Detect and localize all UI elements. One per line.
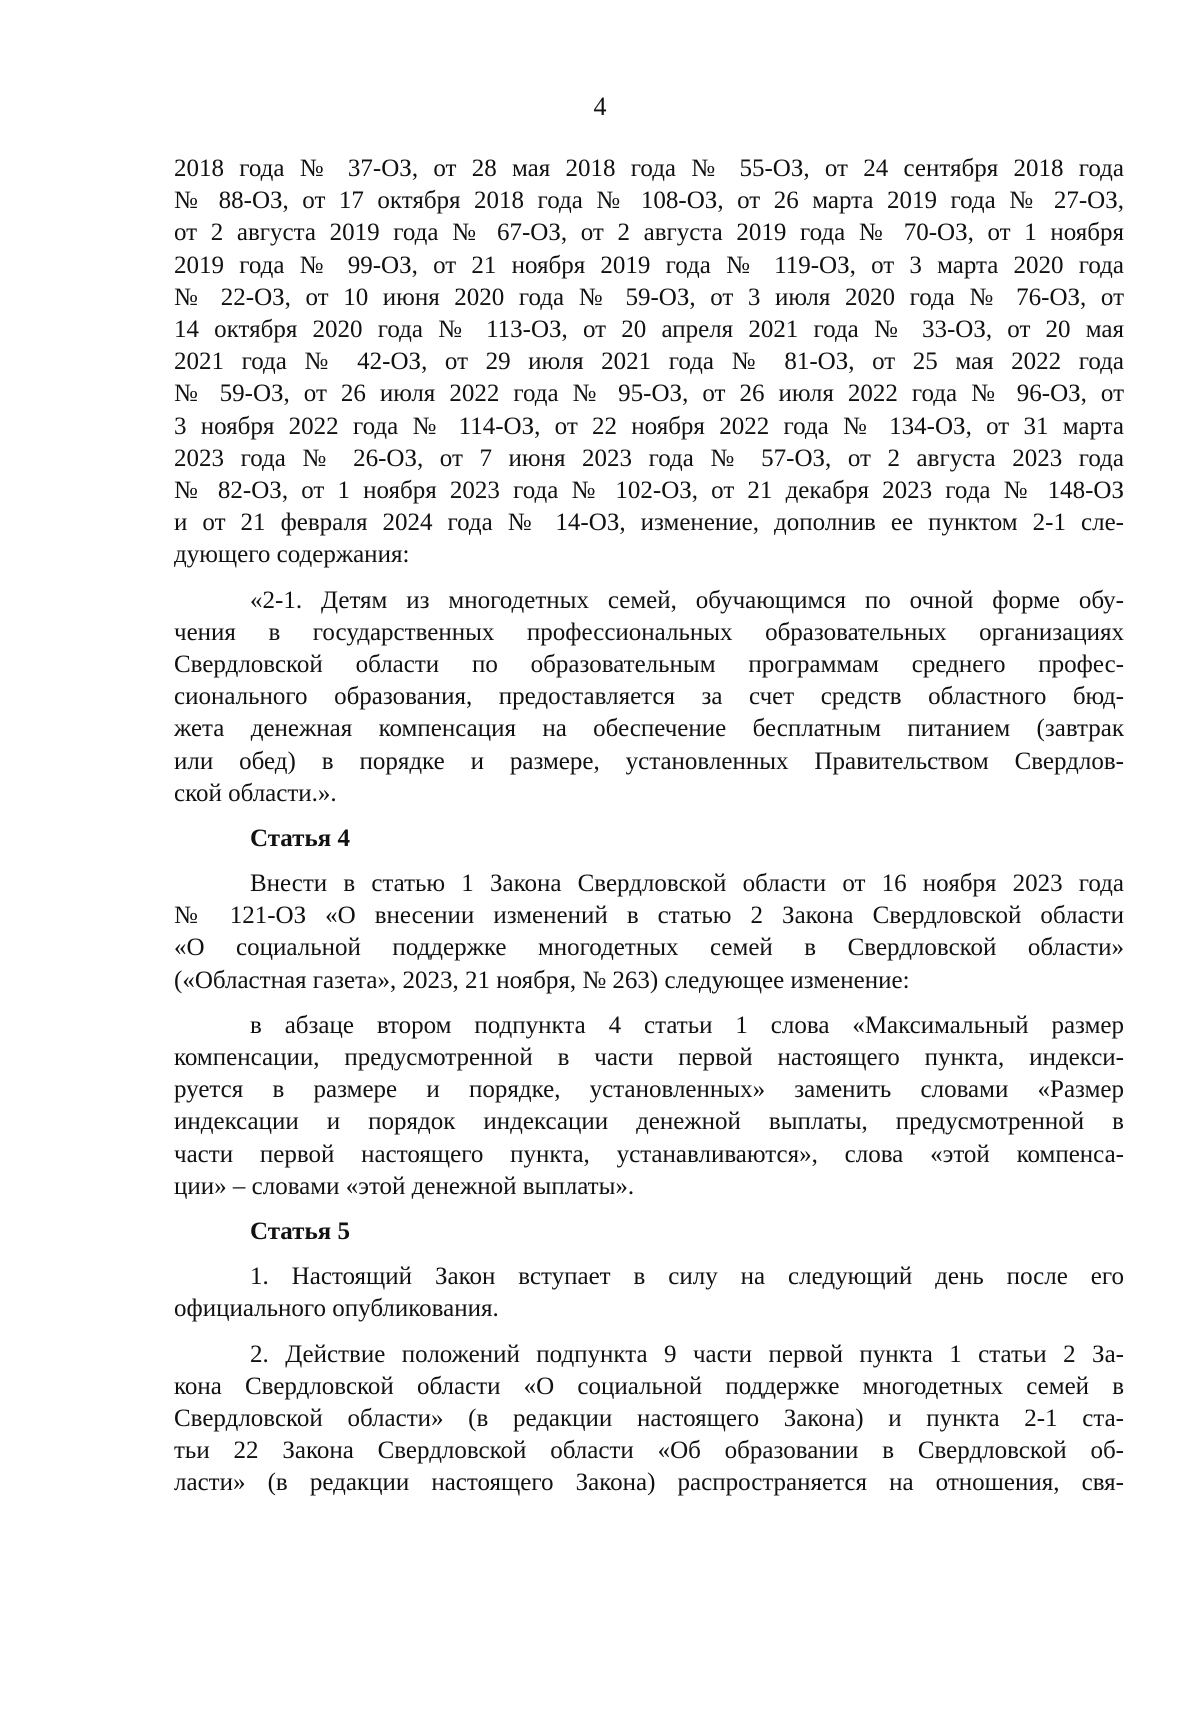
- text-line: чения в государственных профессиональных образовательных организациях: [174, 618, 1124, 646]
- text-line: руется в размере и порядке, установленных» заменить словами «Размер: [174, 1076, 1124, 1104]
- text-line: 2023 года № 26-ОЗ, от 7 июня 2023 года № 57-ОЗ, от 2 августа 2023 года: [174, 444, 1124, 472]
- article-4-heading: Статья 4: [250, 825, 350, 853]
- text-line: 2021 года № 42-ОЗ, от 29 июля 2021 года № 81-ОЗ, от 25 мая 2022 года: [174, 348, 1124, 376]
- text-line: официального опубликования.: [174, 1295, 499, 1323]
- paragraph-amendment-list: [174, 153, 1124, 572]
- text-line: Свердловской области по образовательным программам среднего профес-: [174, 651, 1124, 679]
- text-line: или обед) в порядке и размере, установленных Правительством Свердлов-: [174, 747, 1124, 775]
- text-line: № 88-ОЗ, от 17 октября 2018 года № 108-ОЗ, от 26 марта 2019 года № 27-ОЗ,: [174, 187, 1124, 215]
- paragraph-article-4-change: [174, 1010, 1124, 1203]
- text-line: 1. Настоящий Закон вступает в силу на следующий день после его: [250, 1263, 1124, 1291]
- page-number: 4: [593, 92, 607, 121]
- text-line: № 22-ОЗ, от 10 июня 2020 года № 59-ОЗ, от 3 июля 2020 года № 76-ОЗ, от: [174, 283, 1124, 311]
- text-line: части первой настоящего пункта, устанавливаются», слова «этой компенса-: [174, 1140, 1124, 1168]
- text-line: № 82-ОЗ, от 1 ноября 2023 года № 102-ОЗ, от 21 декабря 2023 года № 148-ОЗ: [174, 477, 1124, 505]
- text-line: ции» – словами «этой денежной выплаты».: [174, 1172, 635, 1200]
- text-line: 3 ноября 2022 года № 114-ОЗ, от 22 ноября 2022 года № 134-ОЗ, от 31 марта: [174, 412, 1124, 440]
- paragraph-article-5-point-2: [174, 1339, 1124, 1500]
- text-line: «2-1. Детям из многодетных семей, обучающимся по очной форме обу-: [250, 586, 1124, 614]
- text-line: 14 октября 2020 года № 113-ОЗ, от 20 апреля 2021 года № 33-ОЗ, от 20 мая: [174, 316, 1124, 344]
- text-line: тьи 22 Закона Свердловской области «Об образовании в Свердловской об-: [174, 1437, 1124, 1465]
- document-body: [174, 153, 1124, 1513]
- text-line: в абзаце втором подпункта 4 статьи 1 слова «Максимальный размер: [250, 1011, 1124, 1039]
- text-line: Внести в статью 1 Закона Свердловской области от 16 ноября 2023 года: [250, 870, 1124, 898]
- text-line: компенсации, предусмотренной в части первой настоящего пункта, индекси-: [174, 1044, 1124, 1072]
- paragraph-point-2-1: [174, 585, 1124, 810]
- text-line: и от 21 февраля 2024 года № 14-ОЗ, изменение, дополнив ее пунктом 2-1 сле-: [174, 509, 1124, 537]
- text-line: индексации и порядок индексации денежной выплаты, предусмотренной в: [174, 1108, 1124, 1136]
- paragraph-article-4-intro: [174, 868, 1124, 997]
- text-line: № 121-ОЗ «О внесении изменений в статью 2 Закона Свердловской области: [174, 902, 1124, 930]
- text-line: «О социальной поддержке многодетных семей в Свердловской области»: [174, 934, 1124, 962]
- text-line: 2. Действие положений подпункта 9 части первой пункта 1 статьи 2 За-: [250, 1340, 1124, 1368]
- article-5-heading: Статья 5: [250, 1218, 350, 1246]
- text-line: 2019 года № 99-ОЗ, от 21 ноября 2019 года № 119-ОЗ, от 3 марта 2020 года: [174, 251, 1124, 279]
- text-line: жета денежная компенсация на обеспечение бесплатным питанием (завтрак: [174, 715, 1124, 743]
- text-line: («Областная газета», 2023, 21 ноября, № 263) следующее изменение:: [174, 966, 910, 994]
- paragraph-article-5-point-1: [174, 1261, 1124, 1325]
- text-line: кона Свердловской области «О социальной поддержке многодетных семей в: [174, 1372, 1124, 1400]
- text-line: сионального образования, предоставляется за счет средств областного бюд-: [174, 683, 1124, 711]
- text-line: Свердловской области» (в редакции настоящего Закона) и пункта 2-1 ста-: [174, 1404, 1124, 1432]
- text-line: от 2 августа 2019 года № 67-ОЗ, от 2 августа 2019 года № 70-ОЗ, от 1 ноября: [174, 219, 1124, 247]
- text-line: № 59-ОЗ, от 26 июля 2022 года № 95-ОЗ, от 26 июля 2022 года № 96-ОЗ, от: [174, 380, 1124, 408]
- text-line: 2018 года № 37-ОЗ, от 28 мая 2018 года № 55-ОЗ, от 24 сентября 2018 года: [174, 155, 1124, 182]
- text-line: ласти» (в редакции настоящего Закона) распространяется на отношения, свя-: [174, 1469, 1124, 1497]
- text-line: ской области.».: [174, 779, 337, 807]
- text-line: дующего содержания:: [174, 541, 410, 569]
